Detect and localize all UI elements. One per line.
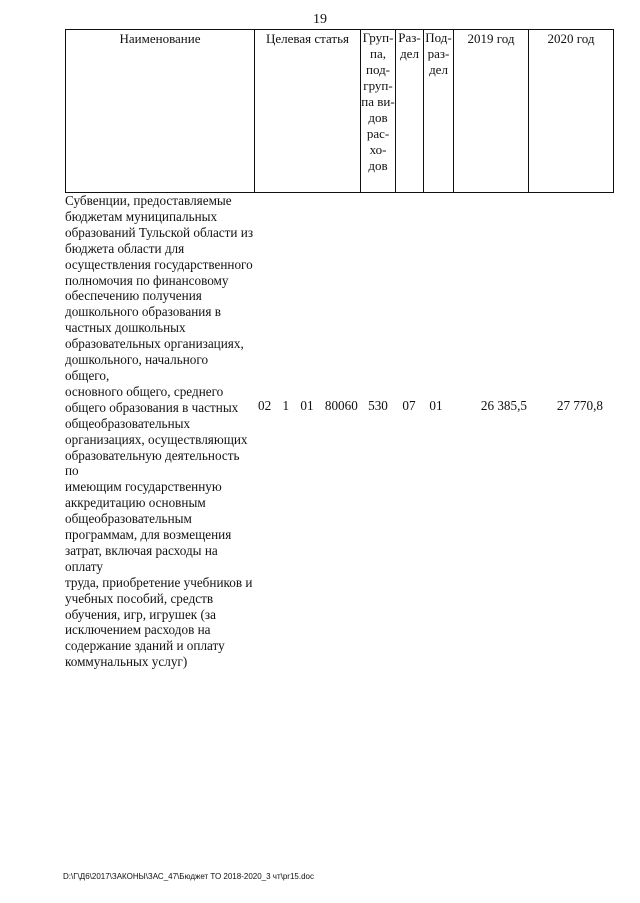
header-name-label: Наименование <box>119 31 201 46</box>
header-section-line: Раз- <box>398 30 421 45</box>
row-name: Субвенции, предоставляемые бюджетам муниципальных образований Тульской области из бюджета области для осуществления государственного полномочия по финансовому обеспечению получения дошкольного образования в частных дошкольных образовательных организациях, дошкольного, начального общего, основного общего, среднего общего образования в частных общеобразовательных организациях, осуществляющих образовательную деятельность по имеющим государственную аккредитацию основным общеобразовательным программам, для возмещения затрат, включая расходы на оплату труда, приобретение учебников и учебных пособий, средств обучения, игр, игрушек (за исключением расходов на содержание зданий и оплату коммунальных услуг) <box>65 193 254 670</box>
header-subsection <box>424 30 454 193</box>
header-group-line: груп- <box>363 78 393 93</box>
header-section <box>396 30 424 193</box>
header-group-line: дов <box>368 110 388 125</box>
row-section: 07 <box>402 398 416 413</box>
header-target-article <box>255 30 361 193</box>
header-group-line: Груп- <box>362 30 394 45</box>
header-year-2019 <box>454 30 529 193</box>
header-group <box>361 30 396 193</box>
page-number: 19 <box>313 12 327 27</box>
table-header-row <box>66 30 614 193</box>
header-year-2020-label: 2020 год <box>547 31 595 46</box>
header-group-line: дов <box>368 158 388 173</box>
footer-file-path: D:\Г\Д6\2017\ЗАКОНЫ\ЗАС_47\Бюджет ТО 2018-2020_3 чт\pr15.doc <box>63 872 314 881</box>
header-subsection-line: раз- <box>427 46 450 61</box>
header-name <box>66 30 255 193</box>
header-subsection-line: Под- <box>425 30 452 45</box>
header-subsection-label <box>424 30 453 78</box>
header-group-line: под- <box>365 62 391 77</box>
row-group: 530 <box>368 398 388 413</box>
header-group-line: па, <box>370 46 386 61</box>
header-year-2019-label: 2019 год <box>467 31 515 46</box>
header-subsection-line: дел <box>429 62 448 77</box>
header-group-line: хо- <box>369 142 387 157</box>
header-target-article-label: Целевая статья <box>265 31 349 46</box>
header-group-label <box>361 30 395 174</box>
row-target-article: 02 1 01 80060 <box>258 398 358 413</box>
row-amount-2019: 26 385,5 <box>480 398 527 413</box>
header-year-2020 <box>529 30 614 193</box>
header-group-line: па ви- <box>361 94 395 109</box>
table-header <box>65 29 614 193</box>
row-amount-2020: 27 770,8 <box>556 398 603 413</box>
header-section-line: дел <box>400 46 419 61</box>
row-subsection: 01 <box>429 398 443 413</box>
header-section-label <box>396 30 423 62</box>
header-group-line: рас- <box>366 126 390 141</box>
